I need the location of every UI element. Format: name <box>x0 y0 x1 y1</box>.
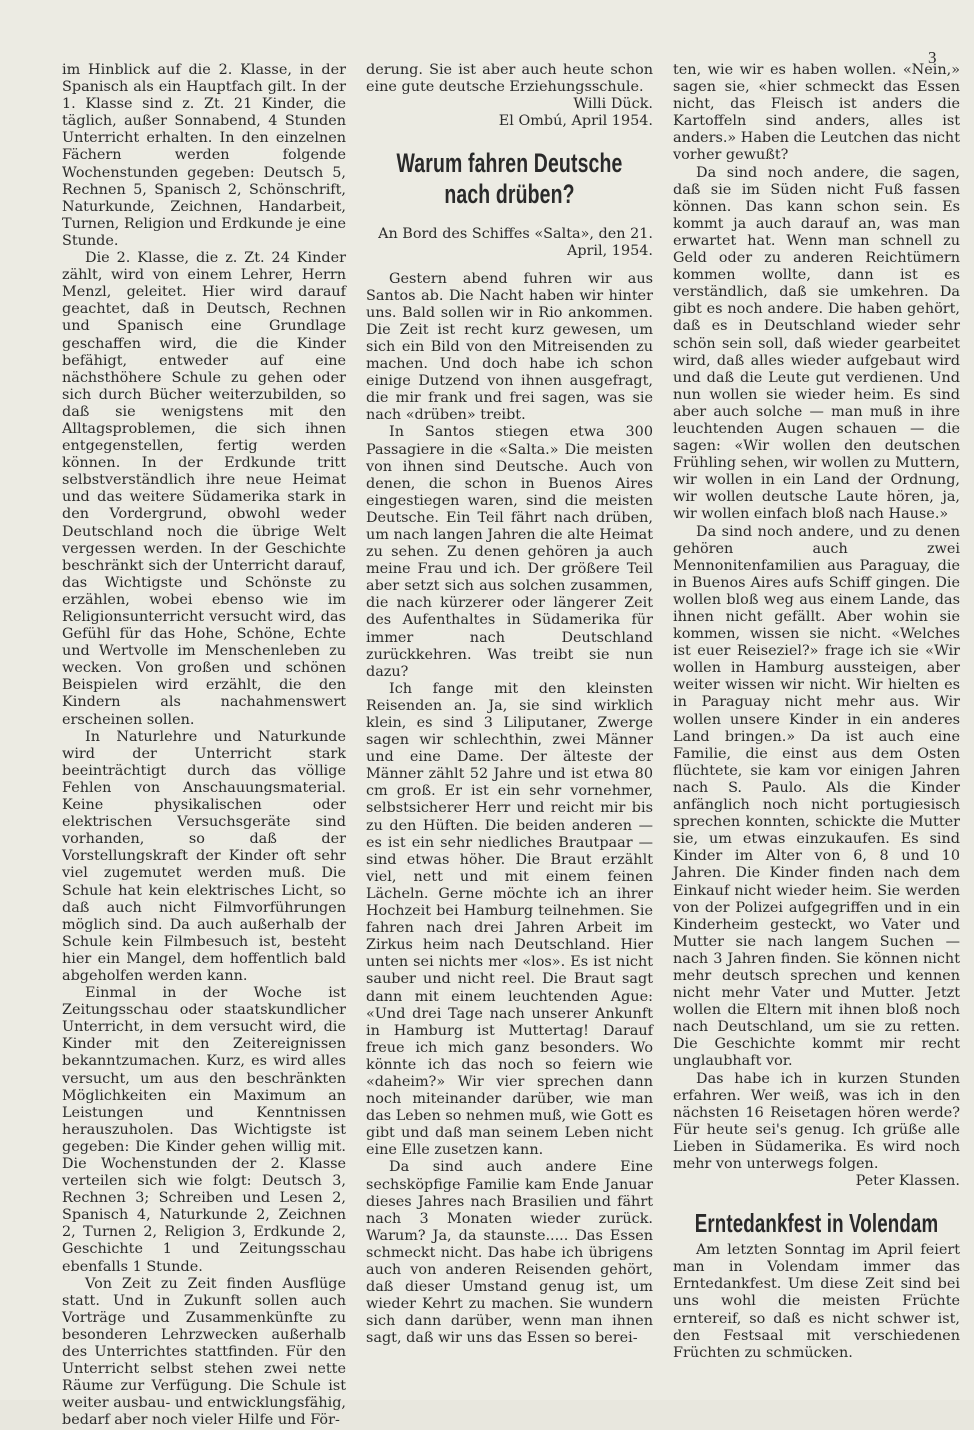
paragraph: Einmal in der Woche ist Zeitungsschau oder staatskundlicher Unterricht, in dem versucht wird, die Kinder mit den Zeitereignissen bekanntzumachen. Kurz, es wird alles versucht, um aus den beschränkten Möglichkeiten ein Maximum an Leistungen und Kenntnissen herauszuholen. Das Wichtigste ist gegeben: Die Kinder gehen willig mit. Die Wochenstunden der 2. Klasse verteilen sich wie folgt: Deutsch 3, Rechnen 3; Schreiben und Lesen 2, Spanisch 4, Naturkunde 2, Zeichnen 2, Turnen 2, Religion 3, Erdkunde 2, Geschichte 1 und Zeitungsschau ebenfalls 1 Stunde. <box>62 985 346 1275</box>
paragraph: Die 2. Klasse, die z. Zt. 24 Kinder zählt, wird von einem Lehrer, Herrn Menzl, geleitet. Hier wird darauf geachtet, daß in Deutsch, Rechnen und Spanisch eine Grundlage geschaffen wird, die die Kinder befähigt, entweder auf eine nächsthöhere Schule zu gehen oder sich durch Bücher weiterzubilden, so daß sie wenigstens mit den Alltagsproblemen, die sich ihnen entgegenstellen, fertig werden können. In der Erdkunde tritt selbstverständlich ihre neue Heimat und das weitere Südamerika stark in den Vordergrund, obwohl weder Deutschland noch die übrige Welt vergessen werden. In der Geschichte beschränkt sich der Unterricht darauf, das Wichtigste und Schönste zu erzählen, wobei ebenso wie im Religionsunterricht versucht wird, das Gefühl für das Hohe, Schöne, Echte und Wertvolle im Menschenleben zu wecken. Von großen und schönen Beispielen wird erzählt, die den Kindern als nachahmenswert erscheinen sollen. <box>62 250 346 728</box>
place-date: El Ombú, April 1954. <box>498 113 653 130</box>
paragraph: Das habe ich in kurzen Stunden erfahren. Wer weiß, was ich in den nächsten 16 Reisetagen hören werde? Für heute sei's genug. Ich grüße alle Lieben in Südamerika. Es wird noch mehr von unterwegs folgen. <box>673 1070 960 1172</box>
paragraph: Da sind noch andere, die sagen, daß sie im Süden nicht Fuß fassen können. Das kann schon sein. Es kommt ja auch darauf an, was man erwartet hat. Wenn man schnell zu Geld oder zu anderen Reichtümern kommen wollte, dann ist es verständlich, daß sie umkehren. Da gibt es noch andere. Die haben gehört, daß es in Deutschland wieder sehr schön sein soll, daß wieder gearbeitet wird, daß alles wieder aufgebaut wird und daß die Leute gut verdienen. Und nun wollen sie wieder heim. Es sind aber auch solche — man muß in ihre leuchtenden Augen schauen — die sagen: «Wir wollen den deutschen Frühling sehen, wir wollen zu Muttern, wir wollen in ein Land der Ordnung, wir wollen deutsche Laute hören, ja, wir wollen einfach bloß nach Hause.» <box>673 164 960 523</box>
paragraph: Am letzten Sonntag im April feiert man in Volendam immer das Erntedankfest. Um diese Zeit sind bei uns wohl die meisten Früchte erntereif, so daß es nicht schwer ist, den Festsaal mit verschiedenen Früchten zu schmücken. <box>673 1242 960 1361</box>
dateline: An Bord des Schiffes «Salta», den 21. April, 1954. <box>378 226 653 260</box>
paragraph: Gestern abend fuhren wir aus Santos ab. Die Nacht haben wir hinter uns. Bald sollen wir in Rio ankommen. Die Zeit ist recht kurz gewesen, um sich ein Bild von den Mitreisenden zu machen. Und doch habe ich schon einige Dutzend von ihnen ausgefragt, die mir frank und frei sagen, was sie nach «drüben» treibt. <box>366 270 653 424</box>
paragraph: Ich fange mit den kleinsten Reisenden an. Ja, sie sind wirklich klein, es sind 3 Liliputaner, Zwerge sagen wir schlechthin, zwei Männer und eine Dame. Der älteste der Männer zählt 52 Jahre und ist etwa 80 cm groß. Er ist ein sehr vornehmer, selbstsicherer Herr und reicht mir bis zu den Hüften. Die beiden anderen — es ist ein sehr niedliches Brautpaar — sind etwas höher. Die Braut erzählt viel, nett und mit einem feinen Lächeln. Gerne möchte ich an ihrer Hochzeit bei Hamburg teilnehmen. Sie fahren nach drei Jahren Arbeit im Zirkus heim nach Deutschland. Hier unten sei nichts mer «los». Es ist nicht sauber und nicht reel. Die Braut sagt dann mit einem leuchtenden Ague: «Und drei Tage nach unserer Ankunft in Hamburg ist Muttertag! Darauf freue ich mich ganz besonders. Wo könnte ich das noch so feiern wie «daheim?» Wir vier sprechen dann noch miteinander darüber, wie man das Leben so nehmen muß, wie Gott es gibt und daß man seinem Leben nicht eine Elle zusetzen kann. <box>366 680 653 1159</box>
column-1 <box>62 62 346 1430</box>
paragraph: ten, wie wir es haben wollen. «Nein,» sagen sie, «hier schmeckt das Essen nicht, das Fleisch ist anders die Kartoffeln sind anders, alles ist anders.» Haben die Leutchen das nicht vorher gewußt? <box>673 62 960 164</box>
author-signature: Peter Klassen. <box>855 1173 960 1190</box>
paragraph: In Santos stiegen etwa 300 Passagiere in die «Salta.» Die meisten von ihnen sind Deutsche. Auch von denen, die schon in Buenos Aires eingestiegen waren, sind die meisten Deutsche. Ein Teil fährt nach drüben, um nach langen Jahren die alte Heimat zu sehen. Zu denen gehören ja auch meine Frau und ich. Der größere Teil aber setzt sich aus solchen zusammen, die nach kürzerer oder längerer Zeit des Aufenthaltes in Südamerika für immer nach Deutschland zurückkehren. Was treibt sie nun dazu? <box>366 424 653 680</box>
paragraph: im Hinblick auf die 2. Klasse, in der Spanisch als ein Hauptfach gilt. In der 1. Klasse sind z. Zt. 21 Kinder, die täglich, außer Sonnabend, 4 Stunden Unterricht erhalten. In den einzelnen Fächern werden folgende Wochenstunden gegeben: Deutsch 5, Rechnen 5, Spanisch 2, Schönschrift, Naturkunde, Zeichnen, Handarbeit, Turnen, Religion und Erdkunde je eine Stunde. <box>62 62 346 249</box>
paragraph: derung. Sie ist aber auch heute schon eine gute deutsche Erziehungsschule. <box>366 62 653 96</box>
column-2 <box>366 62 653 1347</box>
paragraph: Da sind noch andere, und zu denen gehören auch zwei Mennonitenfamilien aus Paraguay, die in Buenos Aires aufs Schiff gingen. Die wollen bloß weg aus einem Lande, das ihnen nicht gefällt. Aber wohin sie kommen, wissen sie nicht. «Welches ist euer Reiseziel?» frage ich sie «Wir wollen in Hamburg aussteigen, aber weiter wissen wir nicht. Wir hielten es in Paraguay nicht mehr aus. Wir wollen unsere Kinder in ein anderes Land bringen.» Da ist auch eine Familie, die einst aus dem Osten flüchtete, sie kam vor einigen Jahren nach S. Paulo. Als die Kinder anfänglich noch nicht portugiesisch sprechen konnten, schickte die Mutter sie, um etwas einzukaufen. Es sind Kinder im Alter von 6, 8 und 10 Jahren. Die Kinder finden nach dem Einkauf nicht wieder heim. Sie werden von der Polizei aufgegriffen und in ein Kinderheim gesteckt, wo Vater und Mutter sie nach langem Suchen — nach 3 Jahren finden. Sie können nicht mehr deutsch sprechen und kennen nicht mehr Vater und Mutter. Jetzt wollen die Eltern mit ihnen bloß noch nach Deutschland, um sie zu retten. Die Geschichte kommt mir recht unglaubhaft vor. <box>673 523 960 1070</box>
author-signature: Willi Dück. <box>573 96 653 113</box>
page-number: 3 <box>928 48 937 67</box>
paragraph: In Naturlehre und Naturkunde wird der Unterricht stark beeinträchtigt durch das völlige Fehlen von Anschauungsmaterial. Keine physikalischen oder elektrischen Versuchsgeräte sind vorhanden, so daß der Vorstellungskraft der Kinder oft sehr viel zugemutet werden muß. Die Schule hat kein elektrisches Licht, so daß auch nicht Filmvorführungen möglich sind. Da auch außerhalb der Schule kein Filmbesuch ist, besteht hier ein Mangel, dem hoffentlich bald abgeholfen werden kann. <box>62 728 346 984</box>
column-3 <box>673 62 960 1362</box>
paragraph: Da sind auch andere Eine sechsköpfige Familie kam Ende Januar dieses Jahres nach Brasilien und fährt nach 3 Monaten wieder zurück. Warum? Ja, da staunste..... Das Essen schmeckt nicht. Das habe ich übrigens auch von anderen Reisenden gehört, daß dieser Umstand genug ist, um wieder Kehrt zu machen. Sie wundern sich dann darüber, wenn man ihnen sagt, daß wir uns das Essen so berei- <box>366 1159 653 1347</box>
article-headline: Warum fahren Deutsche nach drüben? <box>396 148 623 210</box>
paragraph: Von Zeit zu Zeit finden Ausflüge statt. Und in Zukunft sollen auch Vorträge und Zusammenkünfte zu besonderen Lehrzwecken außerhalb des Unterrichtes stattfinden. Für den Unterricht selbst stehen zwei nette Räume zur Verfügung. Die Schule ist weiter ausbau- und entwicklungsfähig, bedarf aber noch vieler Hilfe und För- <box>62 1275 346 1429</box>
article-headline: Erntedankfest in Volendam <box>694 1208 939 1239</box>
